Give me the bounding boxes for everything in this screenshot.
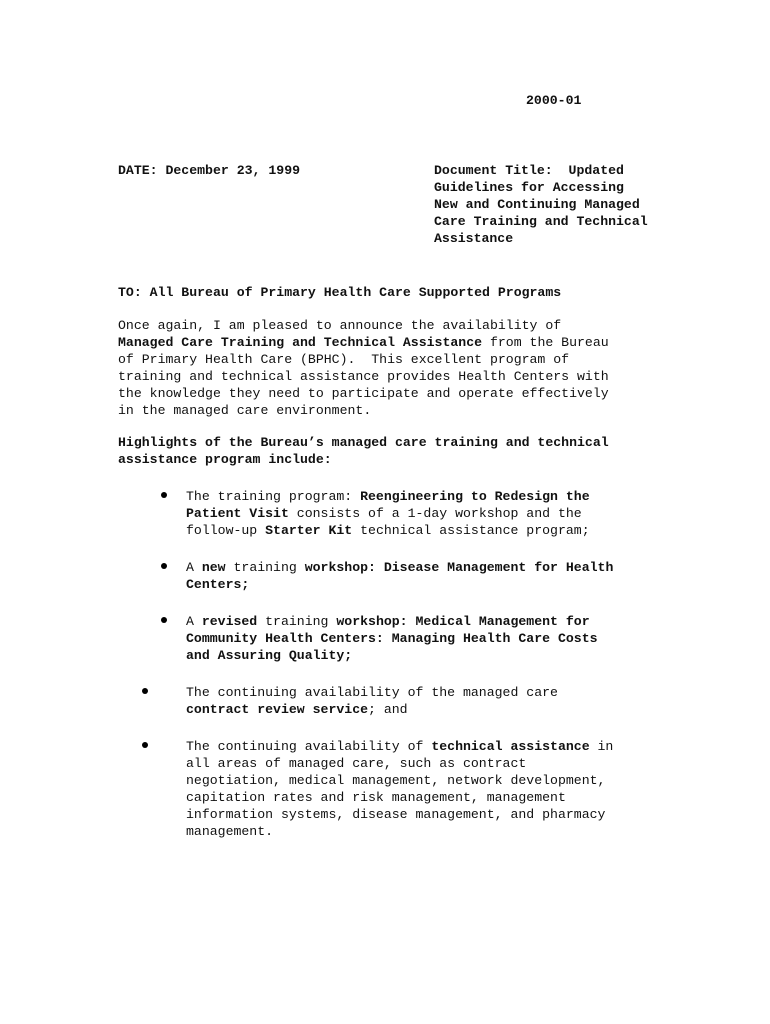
intro-line: Once again, I am pleased to announce the availability of: [118, 318, 562, 333]
bullet-text: The continuing availability of the managed care: [186, 685, 558, 700]
bullet-text: information systems, disease management, and pharmacy: [186, 807, 606, 822]
bullet-icon: [161, 492, 167, 498]
bullet-emphasis: Community Health Centers: Managing Health Care Costs: [186, 631, 598, 646]
bullet-emphasis: Starter Kit: [265, 523, 353, 538]
bullet-icon: [142, 688, 148, 694]
bullet-text: capitation rates and risk management, management: [186, 790, 566, 805]
bullet-emphasis: and Assuring Quality;: [186, 648, 353, 663]
bullet-text: all areas of managed care, such as contract: [186, 756, 527, 771]
title-line: New and Continuing Managed: [434, 197, 640, 212]
bullet-emphasis: revised: [201, 614, 258, 629]
bullet-text: ; and: [368, 702, 408, 717]
bullet-emphasis: workshop: Medical Management for: [336, 614, 590, 629]
intro-line: [118, 335, 609, 352]
title-line: Document Title: Updated: [434, 163, 624, 178]
intro-emphasis: Managed Care Training and Technical Assistance: [118, 335, 483, 350]
intro-line: the knowledge they need to participate and operate effectively: [118, 386, 609, 401]
intro-line: of Primary Health Care (BPHC). This excellent program of: [118, 352, 570, 367]
bullet-text: technical assistance program;: [352, 523, 590, 538]
heading-line: assistance program include:: [118, 452, 332, 467]
title-line: Care Training and Technical: [434, 214, 648, 229]
intro-text: from the Bureau: [482, 335, 609, 350]
bullet-emphasis: technical assistance: [431, 739, 590, 754]
intro-line: in the managed care environment.: [118, 403, 372, 418]
bullet-text: follow-up: [186, 523, 266, 538]
bullet-text: management.: [186, 824, 274, 839]
bullet-text: negotiation, medical management, network development,: [186, 773, 606, 788]
bullet-text: The training program:: [186, 489, 361, 504]
bullet-emphasis: contract review service: [186, 702, 369, 717]
intro-line: training and technical assistance provides Health Centers with: [118, 369, 609, 384]
bullet-emphasis: Patient Visit: [186, 506, 289, 521]
bullet-text: A: [186, 614, 202, 629]
heading-line: Highlights of the Bureau’s managed care training and technical: [118, 435, 609, 450]
bullet-emphasis: Reengineering to Redesign the: [360, 489, 590, 504]
bullet-icon: [142, 742, 148, 748]
title-line: Assistance: [434, 231, 514, 246]
bullet-emphasis: new: [201, 560, 226, 575]
bullet-emphasis: Centers;: [186, 577, 250, 592]
bullet-text: training: [225, 560, 305, 575]
bullet-icon: [161, 617, 167, 623]
to-line: TO: All Bureau of Primary Health Care Supported Programs: [118, 285, 562, 300]
bullet-text: A: [186, 560, 202, 575]
document-number: 2000-01: [526, 93, 582, 108]
bullet-text: The continuing availability of: [186, 739, 432, 754]
title-line: Guidelines for Accessing: [434, 180, 624, 195]
bullet-text: training: [257, 614, 337, 629]
date-line: DATE: December 23, 1999: [118, 163, 301, 178]
bullet-text: in: [589, 739, 614, 754]
bullet-icon: [161, 563, 167, 569]
bullet-emphasis: workshop: Disease Management for Health: [304, 560, 614, 575]
bullet-text: consists of a 1-day workshop and the: [288, 506, 582, 521]
